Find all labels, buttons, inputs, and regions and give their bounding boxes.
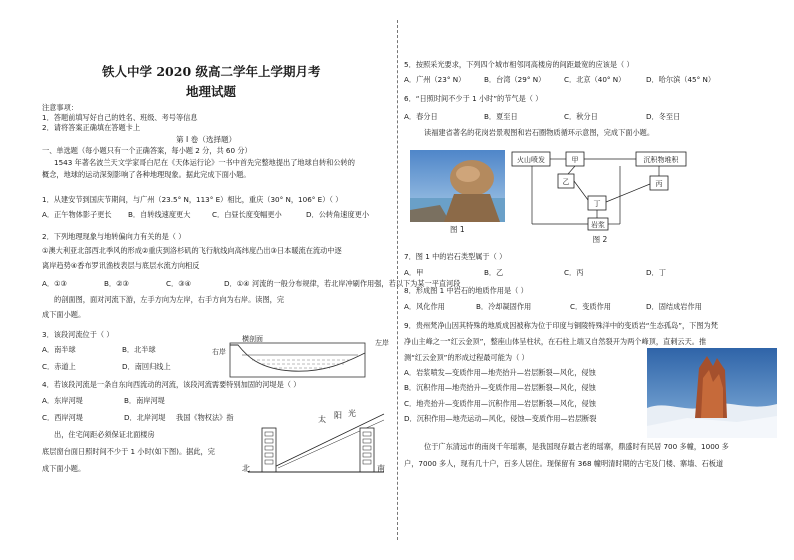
node-jia: 甲 <box>571 156 579 164</box>
q3-intro-line2: 的剖面图，面对河流下游，左手方向为左岸，右手方向为右岸。读图，完 <box>54 295 285 304</box>
passage3-line2: 户，7000 多人，现有几十户，百多人居住。现保留有 368 幢明清时期的古宅及门楼、寨墙、石板道 <box>404 459 724 468</box>
sun-label-1: 太 <box>318 415 326 424</box>
q3-intro-line1: 河流的一般分布规律，若北岸冲刷作用强，若以下为某一平直河段 <box>252 279 461 288</box>
node-sediment: 沉积物堆积 <box>643 156 679 164</box>
notes-heading: 注意事项： <box>42 103 78 112</box>
river-cross-section-figure <box>212 333 392 381</box>
q2-option-c: C．③④ <box>166 279 192 288</box>
q4-option-a: A．东岸河堤 <box>42 396 83 405</box>
q3-option-b: B．北半球 <box>122 345 156 354</box>
q5-stem: 5．按照采光要求，下列四个城市相邻同高楼房的间距最宽的应该是（ ） <box>404 60 634 69</box>
node-ding: 丁 <box>593 200 601 208</box>
red-cloud-summit-photo <box>647 348 777 438</box>
q2-line1: ①澳大利亚北部西北季风的形成②重庆到洛杉矶的飞行航线向高纬度凸出③日本暖流在流动中逐 <box>42 246 342 255</box>
granite-photo <box>410 150 505 235</box>
q3-intro-line3: 成下面小题。 <box>42 310 86 319</box>
q7-option-c: C．丙 <box>564 268 584 277</box>
node-volcano: 火山喷发 <box>517 156 545 164</box>
q8-stem: 8．形成图 1 中岩石的地质作用是（ ） <box>404 286 528 295</box>
fig-label-left-bank: 左岸 <box>375 339 389 347</box>
q2-stem: 2．下列地理现象与地转偏向力有关的是（ ） <box>42 232 186 241</box>
node-magma: 岩浆 <box>591 221 605 229</box>
section-title: 第 I 卷（选择题） <box>176 135 237 144</box>
q4-stem: 4．若该段河流是一条自东向西流动的河流，该段河流需要特别加固的河堤是（ ） <box>42 380 301 389</box>
q3-option-d: D．南回归线上 <box>122 362 171 371</box>
passage1-line1: 1543 年著名波兰天文学家哥白尼在《天体运行论》一书中首先完整地提出了地球自转和公转的 <box>54 158 355 167</box>
passage-sun-line-c: 成下面小题。 <box>42 464 86 473</box>
q4-option-d: D．北岸河堤 <box>124 413 166 422</box>
q4-option-b: B．南岸河堤 <box>124 396 165 405</box>
column-divider <box>397 20 398 540</box>
q5-option-d: D．哈尔滨（45° N） <box>646 75 716 84</box>
passage-sun-line-b: 底层窗台面日照时间不少于 1 小时(如下图)。据此，完 <box>42 447 215 456</box>
q6-option-b: B．夏至日 <box>484 112 518 121</box>
sun-label-2: 阳 <box>334 411 342 420</box>
passage2: 读福建省著名的花岗岩景观图和岩石圈物质循环示意图，完成下面小题。 <box>424 128 655 137</box>
q6-option-c: C．秋分日 <box>564 112 598 121</box>
q6-option-d: D．冬至日 <box>646 112 681 121</box>
q1-option-d: D．公转角速度更小 <box>306 210 370 219</box>
q7-option-d: D．丁 <box>646 268 666 277</box>
q6-stem: 6．“日照时间不少于 1 小时”的节气是（ ） <box>404 94 543 103</box>
passage-sun-line-a: 出，住宅间距必须保证北面楼房 <box>54 430 155 439</box>
q9-line3: 测“红云金顶”的形成过程最可能为（ ） <box>404 353 529 362</box>
q2-option-b: B．②③ <box>104 279 130 288</box>
q8-option-d: D．固结成岩作用 <box>646 302 702 311</box>
q2-option-a: A．①③ <box>42 279 67 288</box>
q9-option-c: C．地壳抬升—变质作用—沉积作用—岩层断裂—风化，侵蚀 <box>404 399 596 408</box>
q9-option-b: B．沉积作用—地壳抬升—变质作用—岩层断裂—风化，侵蚀 <box>404 383 596 392</box>
q9-option-d: D．沉积作用—地壳运动—风化，侵蚀—变质作用—岩层断裂 <box>404 414 597 423</box>
q1-option-c: C．白昼长度变幅更小 <box>212 210 282 219</box>
fig-label-right-bank: 右岸 <box>212 348 226 356</box>
node-bing: 丙 <box>655 180 663 188</box>
passage3-line1: 位于广东清远市的南岗千年瑶寨，是我国现存最古老的瑶寨，鼎盛时有民居 700 多幢，1000 多 <box>424 442 729 451</box>
q5-option-c: C．北京（40° N） <box>564 75 626 84</box>
south-label: 南 <box>377 464 385 473</box>
fig2-caption: 图 2 <box>592 235 608 244</box>
q1-stem: 1．从建安节到国庆节期间，与广州（23.5° N，113° E）相比，重庆（30° N，106° E）（ ） <box>42 195 343 204</box>
q3-option-c: C．赤道上 <box>42 362 76 371</box>
q6-option-a: A．春分日 <box>404 112 438 121</box>
q9-line2: 净山主峰之一“红云金顶”，整座山体呈柱状，在石柱上端又自然裂开为两个峰顶，直刺云天。推 <box>404 337 707 346</box>
q1-option-a: A．正午物体影子更长 <box>42 210 112 219</box>
q5-option-b: B．台湾（29° N） <box>484 75 546 84</box>
q5-option-a: A．广州（23° N） <box>404 75 466 84</box>
q3-stem: 3．该段河流位于（ ） <box>42 330 114 339</box>
q1-option-b: B．自转线速度更大 <box>128 210 191 219</box>
north-label: 北 <box>242 464 250 473</box>
rock-cycle-diagram <box>508 148 700 246</box>
q9-option-a: A．岩浆喷发—变质作用—地壳抬升—岩层断裂—风化，侵蚀 <box>404 368 596 377</box>
sun-label-3: 光 <box>348 409 356 418</box>
q7-option-a: A．甲 <box>404 268 424 277</box>
fig-label-top: 横剖面 <box>242 335 263 343</box>
q7-stem: 7．图 1 中的岩石类型属于（ ） <box>404 252 507 261</box>
part-heading: 一、单选题（每小题只有一个正确答案，每小题 2 分，共 60 分） <box>42 146 252 155</box>
node-yi: 乙 <box>562 178 570 186</box>
note-item: 1．答题前填写好自己的姓名、班级、考号等信息 <box>42 113 198 122</box>
building-sunlight-figure <box>238 408 388 476</box>
q7-option-b: B．乙 <box>484 268 504 277</box>
q9-line1: 9．贵州梵净山因其特殊的地质成因被称为位于印度与铜陵特殊洋中的变质岩“生态孤岛”，下图为梵 <box>404 321 718 330</box>
q8-option-b: B．冷却凝固作用 <box>476 302 532 311</box>
page-subtitle: 地理试题 <box>186 84 237 99</box>
q2-option-d: D．①④ <box>224 279 250 288</box>
q4-extra: 我国《物权法》指 <box>176 413 234 422</box>
note-item: 2．请将答案正确填在答题卡上 <box>42 123 141 132</box>
fig1-caption: 图 1 <box>450 225 465 234</box>
q2-line2: 离岸趋势④香布罗讯渔枝表层与底层水流方向相反 <box>42 261 200 270</box>
q3-option-a: A．南半球 <box>42 345 76 354</box>
q8-option-a: A．风化作用 <box>404 302 445 311</box>
q4-option-c: C．西岸河堤 <box>42 413 83 422</box>
q8-option-c: C．变质作用 <box>570 302 611 311</box>
page-title: 铁人中学 2020 级高二学年上学期月考 <box>102 64 321 79</box>
passage1-line2: 概念，地球的运动深刻影响了各种地理现象。据此完成下面小题。 <box>42 170 251 179</box>
